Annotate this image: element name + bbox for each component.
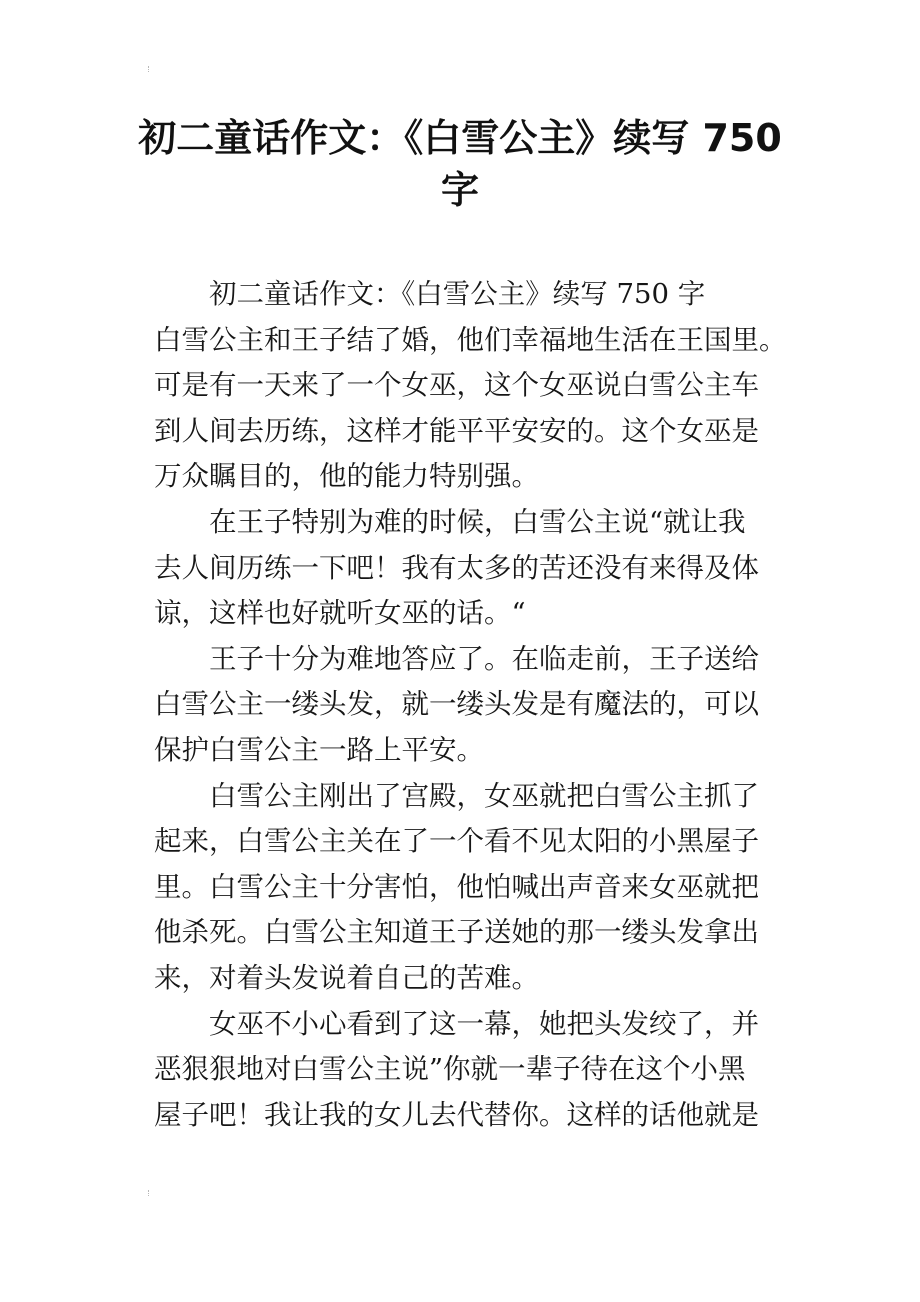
paragraph-line: 来，对着头发说着自己的苦难。 bbox=[154, 961, 539, 994]
paragraph-line: 初二童话作文：《白雪公主》续写 750 字 bbox=[209, 278, 706, 310]
paragraph-line: 谅，这样也好就听女巫的话。“ bbox=[154, 597, 526, 630]
paragraph-line: 女巫不小心看到了这一幕，她把头发绞了，并 bbox=[209, 1007, 759, 1040]
paragraph-line: 白雪公主和王子结了婚，他们幸福地生活在王国里。 bbox=[154, 323, 787, 356]
paragraph-line: 去人间历练一下吧！我有太多的苦还没有来得及体 bbox=[154, 551, 759, 584]
paragraph-line: 恶狠狠地对白雪公主说”你就一辈子待在这个小黑 bbox=[154, 1053, 746, 1086]
page-title: 初二童话作文：《白雪公主》续写 750 字 bbox=[138, 116, 782, 212]
paragraph-line: 王子十分为难地答应了。在临走前，王子送给 bbox=[209, 642, 759, 675]
paragraph-line: 里。白雪公主十分害怕，他怕喊出声音来女巫就把 bbox=[154, 870, 759, 903]
article-body bbox=[154, 272, 794, 1138]
paragraph-line: 在王子特别为难的时候，白雪公主说“就让我 bbox=[209, 505, 746, 538]
paragraph-line: 保护白雪公主一路上平安。 bbox=[154, 733, 484, 766]
paragraph-line: 起来，白雪公主关在了一个看不见太阳的小黑屋子 bbox=[154, 825, 759, 858]
paragraph-line: 白雪公主一缕头发，就一缕头发是有魔法的，可以 bbox=[154, 688, 759, 721]
paragraph-line: 白雪公主刚出了宫殿，女巫就把白雪公主抓了 bbox=[209, 779, 759, 812]
scan-mark-top bbox=[148, 66, 153, 72]
paragraph-line: 可是有一天来了一个女巫，这个女巫说白雪公主车 bbox=[154, 369, 759, 402]
paragraph-line: 屋子吧！我让我的女儿去代替你。这样的话他就是 bbox=[154, 1098, 759, 1131]
paragraph-line: 他杀死。白雪公主知道王子送她的那一缕头发拿出 bbox=[154, 916, 759, 949]
paragraph-line: 万众瞩目的，他的能力特别强。 bbox=[154, 460, 539, 493]
scan-mark-bottom bbox=[148, 1190, 153, 1196]
paragraph-line: 到人间去历练，这样才能平平安安的。这个女巫是 bbox=[154, 414, 759, 447]
